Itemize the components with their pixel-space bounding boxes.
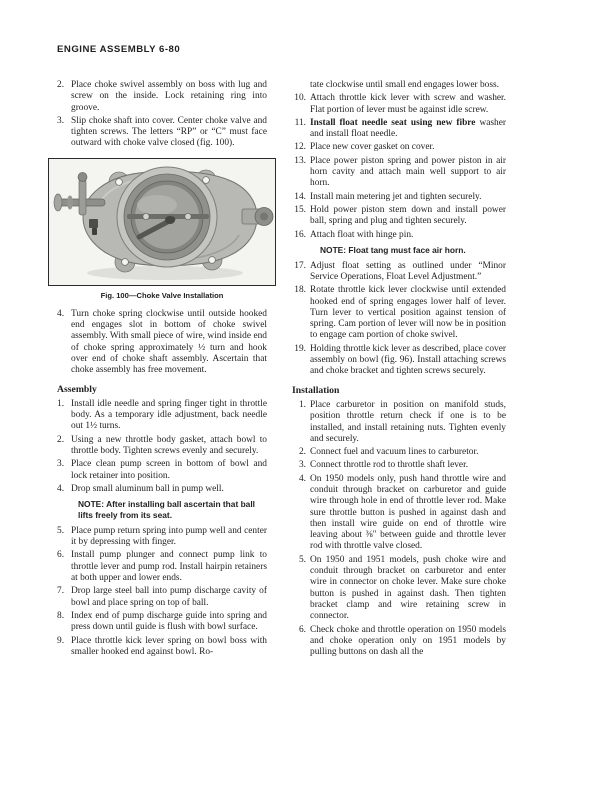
item-text: Holding throttle kick lever as described, place cover assembly on bowl (fig. 96). Install attaching screws and choke bracket and tighten screws securely. <box>310 343 506 377</box>
item-text: Connect throttle rod to throttle shaft lever. <box>310 460 469 471</box>
item-number: 4. <box>298 473 306 484</box>
item-text: Place pump return spring into pump well and center it by depressing with finger. <box>71 525 267 548</box>
item-text: Connect fuel and vacuum lines to carburetor. <box>310 447 479 458</box>
item-text: Install float needle seat using new fibre washer and install float needle. <box>310 117 506 140</box>
list-item <box>292 142 506 153</box>
left-column-bottom-blocks <box>57 309 267 658</box>
item-number: 4. <box>57 308 65 319</box>
list-item <box>57 435 267 458</box>
list-item <box>292 261 506 284</box>
item-text: Place new cover gasket on cover. <box>310 142 435 153</box>
item-number: 17. <box>294 260 306 271</box>
item-number: 2. <box>57 80 65 90</box>
list-item <box>57 526 267 549</box>
list-item <box>292 93 506 116</box>
item-text: Install idle needle and spring finger tight in throttle body. As a temporary idle adjustment, back needle out 1½ turns. <box>71 398 267 432</box>
item-text: Drop large steel ball into pump discharge cavity of bowl and place spring on top of ball. <box>71 586 267 608</box>
section-heading: Installation <box>292 384 340 396</box>
list-item <box>292 156 506 190</box>
item-text: Place clean pump screen in bottom of bowl and lock retainer into position. <box>71 459 267 481</box>
continuation-text: tate clockwise until small end engages lower boss. <box>310 80 500 90</box>
list-item <box>292 285 506 341</box>
item-text: Install main metering jet and tighten securely. <box>310 191 482 202</box>
item-text: Check choke and throttle operation on 1950 models and choke operation only on 1951 models by pulling buttons on dash all the <box>310 624 506 658</box>
item-text: Place throttle kick lever spring on bowl boss with smaller hooked end against bowl. Ro- <box>71 635 267 657</box>
list-item <box>292 205 506 228</box>
item-number: 12. <box>294 142 306 153</box>
item-text: Hold power piston stem down and install power ball, spring and plug and tighten securely. <box>310 204 506 227</box>
item-number: 11. <box>294 117 306 128</box>
item-number: 1. <box>57 398 65 409</box>
list-item <box>292 555 506 623</box>
item-number: 2. <box>298 447 306 458</box>
list-item <box>57 636 267 659</box>
item-text: On 1950 and 1951 models, push choke wire and conduit through bracket on carburetor and enter wire in connector on choke lever. Make sure choke button is pushed in against dash. Then tighten bracket clamp and wire retaining screw in connector. <box>310 554 506 622</box>
list-item <box>57 399 267 433</box>
item-number: 9. <box>57 635 65 646</box>
list-item <box>292 447 506 458</box>
note-text: NOTE: After installing ball ascertain that ball lifts freely from its seat. <box>78 499 255 521</box>
item-number: 3. <box>57 115 65 126</box>
figure-image <box>49 159 275 285</box>
list-item <box>292 400 506 445</box>
item-text: Turn choke spring clockwise until outside hooked end engages slot in bottom of choke swivel assembly. With small piece of wire, wind inside end of choke spring approximately ½ turn and hook over end of choke shaft assembly. Ascertain that choke assembly has free movement. <box>71 308 267 376</box>
item-text: Attach throttle kick lever with screw and washer. Flat portion of lever must be against idle screw. <box>310 93 506 115</box>
left-column-top-blocks <box>57 80 267 150</box>
item-text: Attach float with hinge pin. <box>310 229 414 240</box>
item-number: 2. <box>57 434 65 445</box>
list-item <box>57 550 267 584</box>
item-number: 18. <box>294 285 306 296</box>
item-number: 3. <box>298 460 306 471</box>
list-item <box>57 586 267 609</box>
list-item <box>57 611 267 634</box>
item-text: Adjust float setting as outlined under “Minor Service Operations, Float Level Adjustment.” <box>310 260 506 282</box>
item-number: 5. <box>57 525 65 536</box>
item-text: On 1950 models only, push hand throttle wire and conduit through bracket on carburetor and guide wire through hole in end of throttle lever rod. Make sure throttle button is pushed in against dash and then install wire guide on end of throttle wire leaving about ⅜″ between guide and throttle lever rod with throttle valve closed. <box>310 473 506 552</box>
section-heading: Assembly <box>57 383 97 395</box>
item-text: Install pump plunger and connect pump link to throttle lever and pump rod. Install hairpin retainers at both upper and lower ends. <box>71 550 267 584</box>
item-number: 1. <box>298 399 306 410</box>
item-number: 3. <box>57 459 65 470</box>
list-item <box>57 309 267 377</box>
left-column <box>57 80 267 660</box>
item-text: Drop small aluminum ball in pump well. <box>71 483 224 494</box>
page-title: ENGINE ASSEMBLY 6-80 <box>57 44 181 55</box>
list-item <box>292 460 506 471</box>
note-text: NOTE: Float tang must face air horn. <box>320 244 466 255</box>
choke-valve-photo <box>48 158 276 286</box>
list-item <box>57 116 267 150</box>
item-number: 8. <box>57 610 65 621</box>
item-text: Using a new throttle body gasket, attach bowl to throttle body. Tighten screws evenly and securely. <box>71 434 267 457</box>
item-number: 19. <box>294 343 306 354</box>
item-number: 6. <box>298 624 306 635</box>
item-text: Index end of pump discharge guide into spring and press down until guide is flush with bowl surface. <box>71 610 267 633</box>
list-item <box>292 118 506 141</box>
item-number: 10. <box>294 93 306 104</box>
item-text: Place choke swivel assembly on boss with lug and screw on the inside. Lock retaining ring into groove. <box>71 80 267 113</box>
list-item <box>292 474 506 553</box>
list-item <box>292 192 506 203</box>
item-number: 16. <box>294 229 306 240</box>
figure-caption: Fig. 100—Choke Valve Installation <box>100 290 224 300</box>
item-number: 15. <box>294 204 306 215</box>
right-column <box>292 80 506 660</box>
list-item <box>57 80 267 114</box>
item-number: 4. <box>57 483 65 494</box>
list-item <box>292 344 506 378</box>
list-item <box>292 230 506 241</box>
item-text: Slip choke shaft into cover. Center choke valve and tighten screws. The letters “RP” or “C” must face outward with choke valve closed (fig. 100). <box>71 115 267 149</box>
list-item <box>57 459 267 482</box>
item-number: 5. <box>298 554 306 565</box>
item-number: 13. <box>294 155 306 166</box>
list-item <box>292 625 506 659</box>
item-text: Place power piston spring and power piston in air horn cavity and attach main well support to air horn. <box>310 155 506 189</box>
item-text: Rotate throttle kick lever clockwise until extended hooked end of spring engages lower half of lever. Turn lever to vertical position against tension of spring. Cam portion of lever will now be in position to engage cam portion of choke swivel. <box>310 285 506 341</box>
item-number: 14. <box>294 191 306 202</box>
item-number: 7. <box>57 586 65 597</box>
item-number: 6. <box>57 550 65 561</box>
item-text: Place carburetor in position on manifold studs, position throttle return check if one is to be installed, and install retaining nuts. Tighten evenly and securely. <box>310 399 506 444</box>
right-column-blocks <box>292 80 506 658</box>
list-item <box>57 484 267 495</box>
